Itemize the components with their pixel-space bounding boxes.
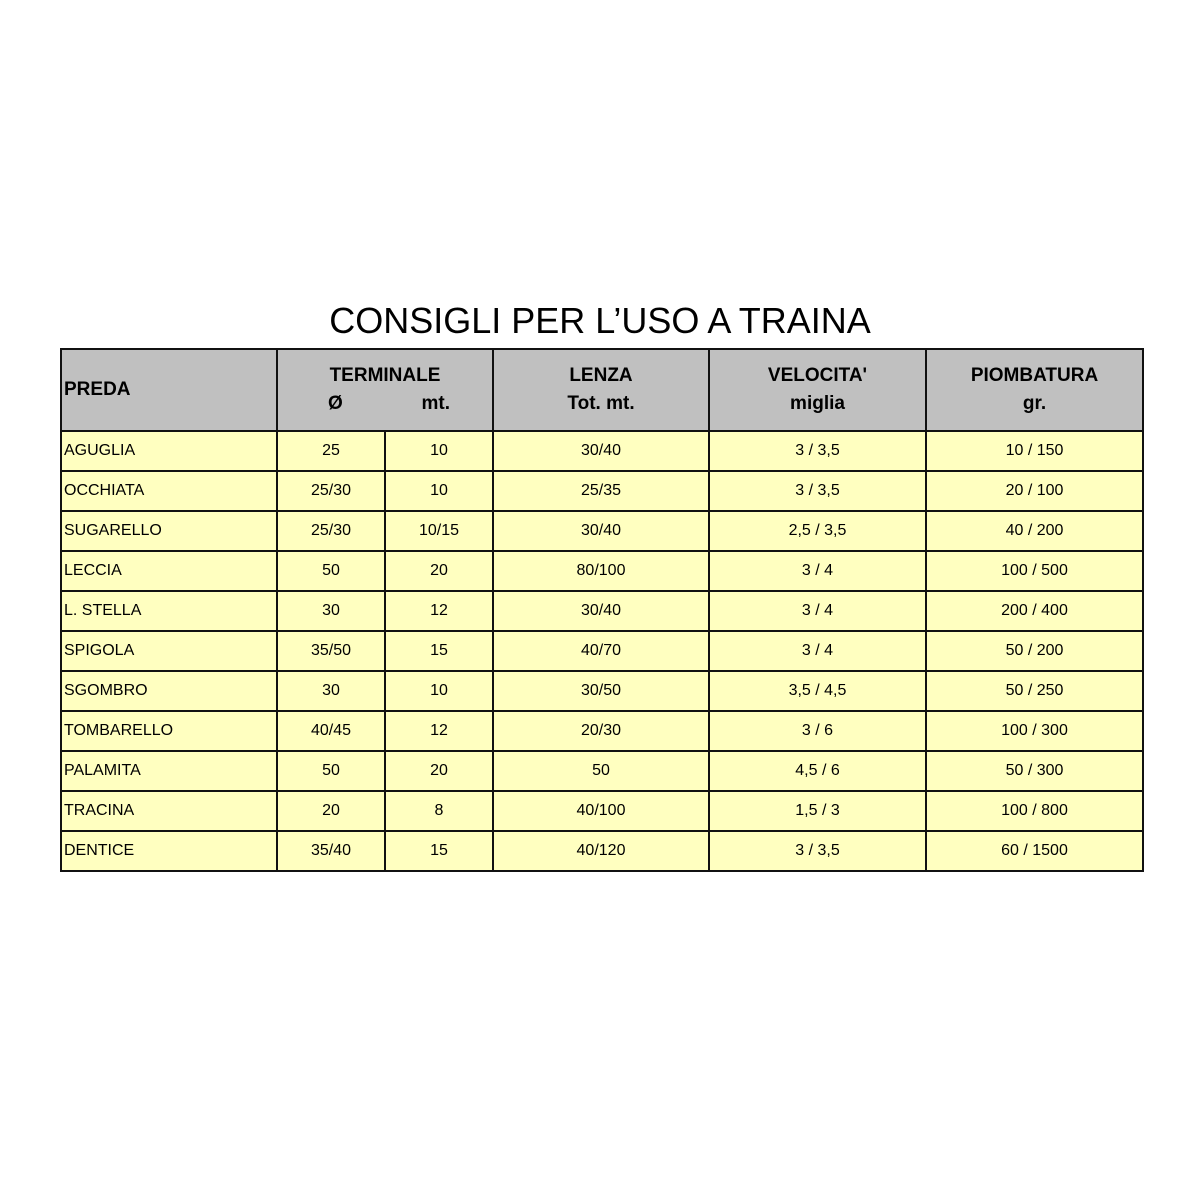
header-piombatura (926, 349, 1143, 431)
cell-preda: SUGARELLO (61, 511, 277, 551)
cell-velocita: 3 / 4 (709, 591, 926, 631)
cell-velocita: 3,5 / 4,5 (709, 671, 926, 711)
header-velocita-sub: miglia (790, 393, 845, 414)
cell-piombatura: 20 / 100 (926, 471, 1143, 511)
cell-diametro: 35/50 (277, 631, 385, 671)
cell-piombatura: 200 / 400 (926, 591, 1143, 631)
cell-metri: 8 (385, 791, 493, 831)
cell-metri: 12 (385, 591, 493, 631)
header-lenza (493, 349, 709, 431)
cell-diametro: 50 (277, 551, 385, 591)
table-body (61, 431, 1143, 871)
cell-lenza: 30/40 (493, 511, 709, 551)
table-row (61, 711, 1143, 751)
page-title: CONSIGLI PER L’USO A TRAINA (329, 300, 871, 341)
header-terminale (277, 349, 493, 431)
cell-velocita: 3 / 6 (709, 711, 926, 751)
cell-velocita: 3 / 3,5 (709, 831, 926, 871)
header-piombatura-label: PIOMBATURA (970, 365, 1099, 386)
cell-lenza: 40/70 (493, 631, 709, 671)
cell-lenza: 20/30 (493, 711, 709, 751)
table-row (61, 551, 1143, 591)
cell-piombatura: 40 / 200 (926, 511, 1143, 551)
table-row (61, 511, 1143, 551)
cell-piombatura: 100 / 500 (926, 551, 1143, 591)
cell-piombatura: 50 / 300 (926, 751, 1143, 791)
table-row (61, 751, 1143, 791)
cell-piombatura: 100 / 300 (926, 711, 1143, 751)
cell-piombatura: 50 / 200 (926, 631, 1143, 671)
cell-metri: 12 (385, 711, 493, 751)
trolling-table (60, 348, 1144, 872)
cell-preda: LECCIA (61, 551, 277, 591)
table-row (61, 671, 1143, 711)
cell-lenza: 30/40 (493, 431, 709, 471)
header-lenza-label: LENZA (569, 365, 633, 386)
cell-lenza: 25/35 (493, 471, 709, 511)
cell-lenza: 30/50 (493, 671, 709, 711)
cell-velocita: 3 / 3,5 (709, 471, 926, 511)
table-row (61, 631, 1143, 671)
header-terminale-label: TERMINALE (329, 365, 441, 386)
cell-diametro: 30 (277, 591, 385, 631)
header-terminale-diameter: Ø (328, 393, 343, 414)
table-row (61, 591, 1143, 631)
cell-metri: 10/15 (385, 511, 493, 551)
cell-metri: 15 (385, 631, 493, 671)
cell-diametro: 35/40 (277, 831, 385, 871)
cell-metri: 20 (385, 751, 493, 791)
cell-diametro: 25/30 (277, 511, 385, 551)
table-row (61, 431, 1143, 471)
header-piombatura-sub: gr. (1022, 393, 1047, 414)
cell-preda: SGOMBRO (61, 671, 277, 711)
cell-velocita: 4,5 / 6 (709, 751, 926, 791)
cell-velocita: 3 / 4 (709, 551, 926, 591)
cell-preda: L. STELLA (61, 591, 277, 631)
cell-metri: 10 (385, 671, 493, 711)
cell-lenza: 40/120 (493, 831, 709, 871)
cell-piombatura: 100 / 800 (926, 791, 1143, 831)
cell-preda: TRACINA (61, 791, 277, 831)
cell-diametro: 40/45 (277, 711, 385, 751)
cell-lenza: 50 (493, 751, 709, 791)
table-row (61, 471, 1143, 511)
cell-piombatura: 60 / 1500 (926, 831, 1143, 871)
table-row (61, 791, 1143, 831)
cell-velocita: 3 / 3,5 (709, 431, 926, 471)
cell-diametro: 30 (277, 671, 385, 711)
cell-preda: AGUGLIA (61, 431, 277, 471)
cell-velocita: 3 / 4 (709, 631, 926, 671)
cell-piombatura: 50 / 250 (926, 671, 1143, 711)
table-header (61, 349, 1143, 431)
cell-metri: 10 (385, 471, 493, 511)
cell-preda: SPIGOLA (61, 631, 277, 671)
cell-diametro: 25 (277, 431, 385, 471)
cell-metri: 10 (385, 431, 493, 471)
cell-lenza: 30/40 (493, 591, 709, 631)
header-lenza-sub: Tot. mt. (567, 393, 635, 414)
header-preda: PREDA (61, 349, 277, 431)
cell-diametro: 25/30 (277, 471, 385, 511)
cell-lenza: 40/100 (493, 791, 709, 831)
cell-diametro: 20 (277, 791, 385, 831)
cell-metri: 20 (385, 551, 493, 591)
table-row (61, 831, 1143, 871)
cell-preda: OCCHIATA (61, 471, 277, 511)
cell-metri: 15 (385, 831, 493, 871)
header-row (61, 349, 1143, 431)
header-velocita-label: VELOCITA' (767, 365, 868, 386)
cell-piombatura: 10 / 150 (926, 431, 1143, 471)
cell-diametro: 50 (277, 751, 385, 791)
cell-velocita: 1,5 / 3 (709, 791, 926, 831)
cell-preda: DENTICE (61, 831, 277, 871)
header-terminale-length: mt. (421, 393, 450, 414)
cell-preda: PALAMITA (61, 751, 277, 791)
header-terminale-subs (278, 390, 492, 418)
cell-velocita: 2,5 / 3,5 (709, 511, 926, 551)
cell-preda: TOMBARELLO (61, 711, 277, 751)
cell-lenza: 80/100 (493, 551, 709, 591)
header-velocita (709, 349, 926, 431)
